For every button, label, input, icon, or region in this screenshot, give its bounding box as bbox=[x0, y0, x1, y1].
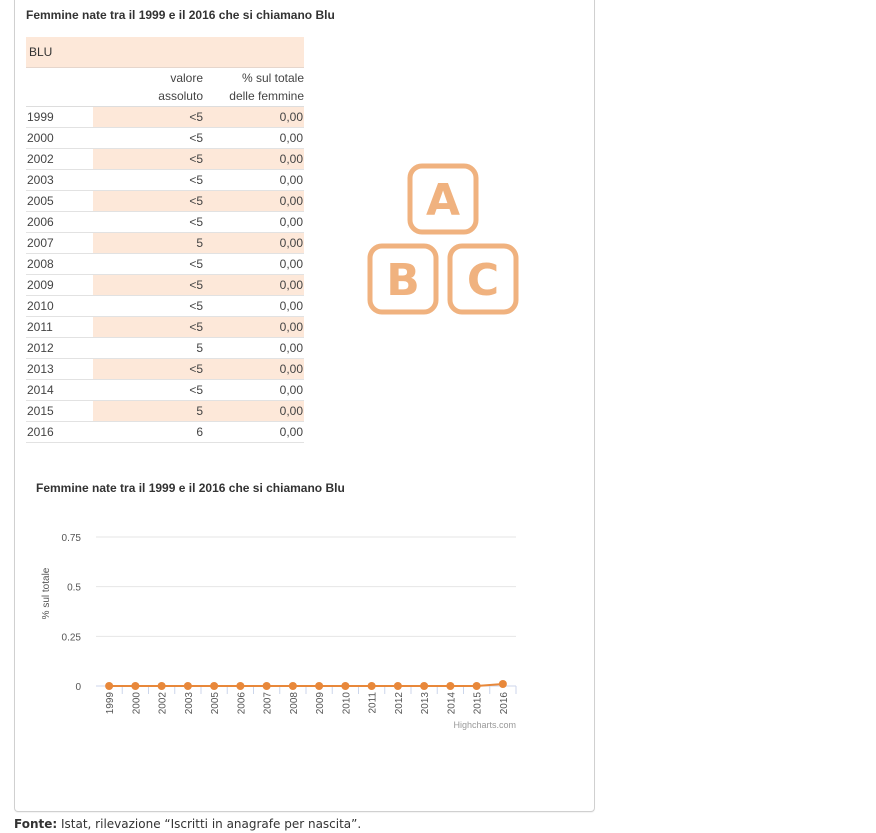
table-row bbox=[26, 149, 304, 170]
source-text: Istat, rilevazione “Iscritti in anagrafe per nascita”. bbox=[57, 817, 362, 831]
pct-value-cell: 0,00 bbox=[203, 107, 304, 128]
table-row bbox=[26, 338, 304, 359]
abs-header-line2: assoluto bbox=[158, 89, 203, 103]
table-row bbox=[26, 359, 304, 380]
abs-value-cell: 5 bbox=[93, 401, 203, 422]
block-a-letter: A bbox=[425, 175, 461, 226]
source-note bbox=[14, 817, 361, 831]
abs-value-cell: <5 bbox=[93, 317, 203, 338]
year-cell: 2014 bbox=[26, 380, 93, 401]
data-point bbox=[315, 682, 323, 690]
table-group-header: BLU bbox=[26, 37, 304, 68]
abs-value-cell: <5 bbox=[93, 359, 203, 380]
block-b-letter: B bbox=[386, 255, 420, 306]
data-point bbox=[368, 682, 376, 690]
data-point bbox=[420, 682, 428, 690]
year-cell: 2003 bbox=[26, 170, 93, 191]
pct-header-line1: % sul totale bbox=[241, 71, 304, 85]
y-axis-title: % sul totale bbox=[41, 567, 52, 620]
abs-value-cell: <5 bbox=[93, 170, 203, 191]
x-tick-label: 2003 bbox=[183, 692, 195, 715]
abs-value-cell: <5 bbox=[93, 128, 203, 149]
year-column-header bbox=[26, 68, 93, 107]
abs-header-line1: valore bbox=[170, 71, 203, 85]
x-tick-label: 2010 bbox=[341, 692, 353, 715]
year-cell: 2005 bbox=[26, 191, 93, 212]
chart-credits: Highcharts.com bbox=[453, 720, 516, 730]
x-tick-label: 2005 bbox=[210, 692, 222, 715]
data-point bbox=[473, 682, 481, 690]
data-point bbox=[210, 682, 218, 690]
year-cell: 1999 bbox=[26, 107, 93, 128]
table-row bbox=[26, 233, 304, 254]
abs-value-cell: <5 bbox=[93, 380, 203, 401]
table-row bbox=[26, 107, 304, 128]
abs-column-header bbox=[93, 68, 203, 107]
data-point bbox=[263, 682, 271, 690]
table-title: Femmine nate tra il 1999 e il 2016 che si chiamano Blu bbox=[26, 8, 335, 22]
table-row bbox=[26, 275, 304, 296]
pct-value-cell: 0,00 bbox=[203, 296, 304, 317]
pct-value-cell: 0,00 bbox=[203, 275, 304, 296]
data-point bbox=[499, 680, 507, 688]
table-body bbox=[26, 107, 304, 443]
pct-value-cell: 0,00 bbox=[203, 338, 304, 359]
table-row bbox=[26, 128, 304, 149]
x-tick-label: 2012 bbox=[393, 692, 405, 715]
source-label: Fonte: bbox=[14, 817, 58, 831]
pct-value-cell: 0,00 bbox=[203, 128, 304, 149]
x-tick-label: 2011 bbox=[367, 692, 379, 714]
y-tick-label: 0.25 bbox=[61, 632, 81, 644]
year-cell: 2007 bbox=[26, 233, 93, 254]
abs-value-cell: <5 bbox=[93, 149, 203, 170]
year-cell: 2009 bbox=[26, 275, 93, 296]
data-point bbox=[236, 682, 244, 690]
year-cell: 2013 bbox=[26, 359, 93, 380]
pct-value-cell: 0,00 bbox=[203, 422, 304, 443]
table-row bbox=[26, 254, 304, 275]
pct-value-cell: 0,00 bbox=[203, 212, 304, 233]
year-cell: 2006 bbox=[26, 212, 93, 233]
pct-value-cell: 0,00 bbox=[203, 401, 304, 422]
data-point bbox=[184, 682, 192, 690]
pct-value-cell: 0,00 bbox=[203, 254, 304, 275]
x-tick-label: 2006 bbox=[236, 692, 248, 715]
pct-value-cell: 0,00 bbox=[203, 359, 304, 380]
x-tick-label: 2002 bbox=[157, 692, 169, 715]
x-tick-label: 2015 bbox=[472, 692, 484, 715]
pct-value-cell: 0,00 bbox=[203, 191, 304, 212]
line-chart bbox=[30, 520, 530, 735]
pct-header-line2: delle femmine bbox=[229, 89, 304, 103]
year-cell: 2002 bbox=[26, 149, 93, 170]
abs-value-cell: <5 bbox=[93, 254, 203, 275]
year-cell: 2008 bbox=[26, 254, 93, 275]
pct-value-cell: 0,00 bbox=[203, 149, 304, 170]
x-tick-label: 2014 bbox=[446, 692, 458, 715]
x-tick-label: 2007 bbox=[262, 692, 274, 715]
data-point bbox=[131, 682, 139, 690]
series-line bbox=[109, 684, 503, 686]
table-row bbox=[26, 422, 304, 443]
table-row bbox=[26, 401, 304, 422]
table-row bbox=[26, 317, 304, 338]
data-point bbox=[341, 682, 349, 690]
abs-value-cell: 5 bbox=[93, 233, 203, 254]
abs-value-cell: <5 bbox=[93, 212, 203, 233]
y-tick-label: 0 bbox=[75, 682, 81, 693]
data-point bbox=[394, 682, 402, 690]
name-stats-table bbox=[26, 37, 304, 443]
x-tick-label: 2016 bbox=[498, 692, 510, 715]
data-point bbox=[105, 682, 113, 690]
pct-value-cell: 0,00 bbox=[203, 380, 304, 401]
abs-value-cell: <5 bbox=[93, 107, 203, 128]
pct-value-cell: 0,00 bbox=[203, 233, 304, 254]
x-tick-label: 2013 bbox=[420, 692, 432, 715]
y-tick-label: 0.75 bbox=[61, 533, 81, 544]
x-tick-label: 2000 bbox=[131, 692, 143, 715]
year-cell: 2012 bbox=[26, 338, 93, 359]
x-tick-label: 2008 bbox=[288, 692, 300, 715]
abc-blocks-icon bbox=[366, 163, 520, 317]
data-point bbox=[289, 682, 297, 690]
data-point bbox=[446, 682, 454, 690]
y-tick-label: 0.5 bbox=[67, 582, 81, 594]
block-c-letter: C bbox=[466, 255, 500, 306]
table-row bbox=[26, 296, 304, 317]
pct-column-header bbox=[203, 68, 304, 107]
abs-value-cell: 5 bbox=[93, 338, 203, 359]
table-row bbox=[26, 212, 304, 233]
pct-value-cell: 0,00 bbox=[203, 170, 304, 191]
year-cell: 2016 bbox=[26, 422, 93, 443]
abs-value-cell: <5 bbox=[93, 191, 203, 212]
year-cell: 2011 bbox=[26, 317, 93, 338]
table-row bbox=[26, 191, 304, 212]
abs-value-cell: 6 bbox=[93, 422, 203, 443]
data-point bbox=[158, 682, 166, 690]
table-row bbox=[26, 380, 304, 401]
abs-value-cell: <5 bbox=[93, 296, 203, 317]
pct-value-cell: 0,00 bbox=[203, 317, 304, 338]
abs-value-cell: <5 bbox=[93, 275, 203, 296]
table-row bbox=[26, 170, 304, 191]
year-cell: 2010 bbox=[26, 296, 93, 317]
x-tick-label: 1999 bbox=[105, 692, 117, 715]
chart-title: Femmine nate tra il 1999 e il 2016 che si chiamano Blu bbox=[36, 481, 345, 495]
year-cell: 2015 bbox=[26, 401, 93, 422]
year-cell: 2000 bbox=[26, 128, 93, 149]
x-tick-label: 2009 bbox=[315, 692, 327, 715]
